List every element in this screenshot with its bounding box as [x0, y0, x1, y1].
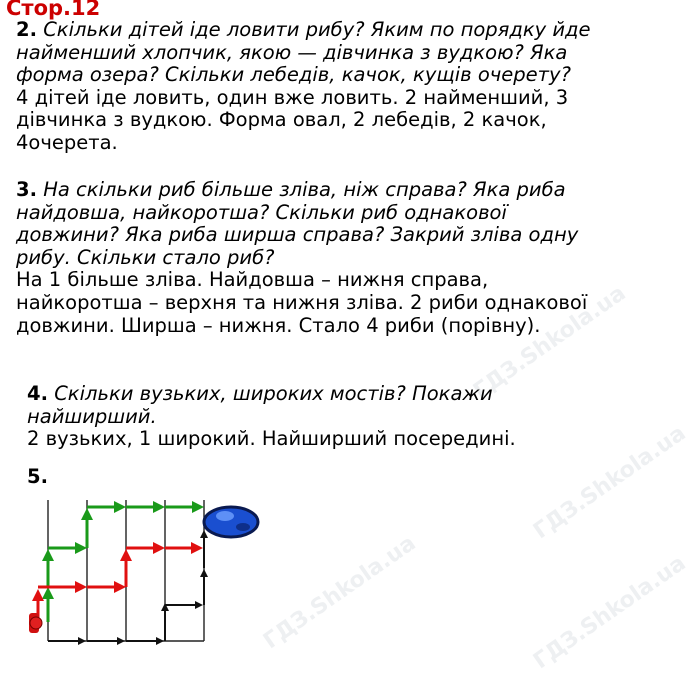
task-question-line: найдовша, найкоротша? Скільки риб однакової	[16, 200, 507, 224]
task-number: 4.	[27, 382, 48, 405]
task-number: 3.	[16, 178, 37, 201]
task-question-line: найменший хлопчик, якою — дівчинка з вудкою? Яка	[16, 40, 568, 64]
start-marker	[29, 613, 42, 633]
red-path	[38, 548, 200, 618]
task-answer-line: дівчинка з вудкою. Форма овал, 2 лебедів, 2 качок,	[16, 108, 547, 132]
task-question-line: довжини? Яка риба ширша справа? Закрий зліва одну	[16, 223, 579, 247]
task-question-line: 3. На скільки риб більше зліва, ніж справа? Яка риба	[16, 178, 566, 201]
task-answer-line: На 1 більше зліва. Найдовша – нижня справа,	[16, 268, 489, 292]
task-answer-line: найкоротша – верхня та нижня зліва. 2 риби однакової	[16, 290, 588, 314]
task-question-line: найширший.	[27, 404, 157, 428]
task-question-line: рибу. Скільки стало риб?	[16, 245, 275, 269]
task-question-line: 4. Скільки вузьких, широких мостів? Покажи	[27, 382, 493, 405]
watermark: ГДЗ.Shkola.ua	[529, 420, 691, 545]
task-answer-line: 2 вузьких, 1 широкий. Найширший посередині.	[27, 427, 516, 451]
watermark: ГДЗ.Shkola.ua	[259, 530, 421, 655]
task-question-line: 2. Скільки дітей іде ловити рибу? Яким по порядку йде	[16, 18, 591, 41]
task-number: 2.	[16, 18, 37, 41]
task-question-line: форма озера? Скільки лебедів, качок, кущів очерету?	[16, 63, 571, 87]
page-title: Стор.12	[6, 0, 101, 20]
watermark: ГДЗ.Shkola.ua	[469, 280, 631, 405]
task-answer-line: довжини. Ширша – нижня. Стало 4 риби (порівну).	[16, 313, 541, 337]
task-number: 5.	[27, 465, 48, 488]
goal-marker	[204, 507, 258, 537]
task-answer-line: 4 дітей іде ловить, один вже ловить. 2 найменший, 3	[16, 85, 569, 109]
watermark: ГДЗ.Shkola.ua	[529, 550, 691, 674]
task-answer-line: 4очерета.	[16, 130, 118, 154]
